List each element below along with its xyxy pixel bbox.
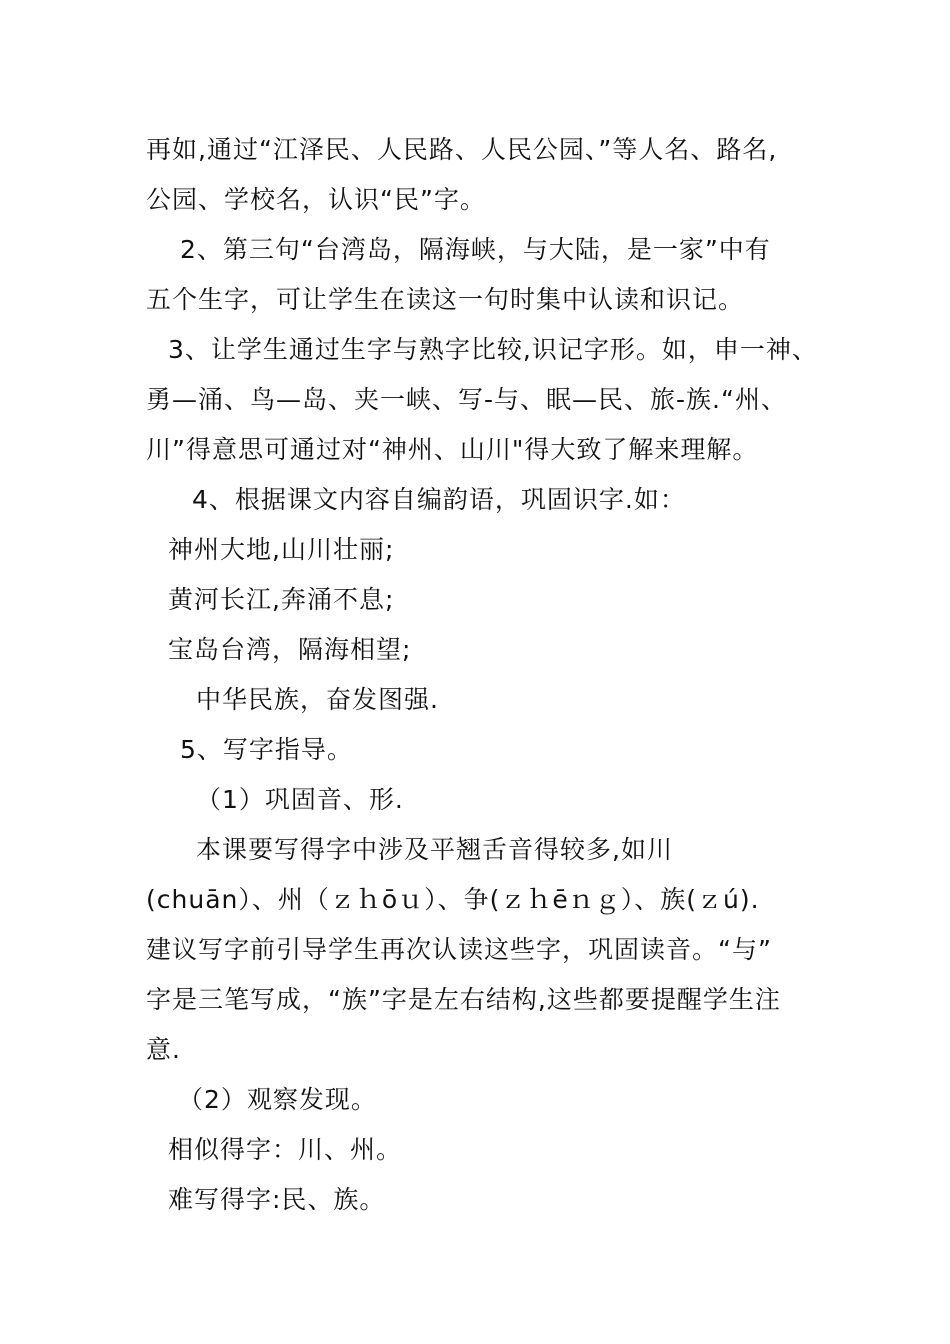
text-line: 公园、学校名，认识“民”字。: [146, 185, 486, 214]
text-line: 难写得字:民、族。: [168, 1185, 386, 1214]
text-line: 川”得意思可通过对“神州、山川"得大致了解来理解。: [146, 435, 759, 464]
text-line: 五个生字，可让学生在读这一句时集中认读和识记。: [146, 285, 745, 314]
text-line: 2、第三句“台湾岛，隔海峡，与大陆，是一家”中有: [180, 235, 771, 264]
text-line: (chuān）、州（ｚｈōｕ）、争(ｚｈēｎｇ）、族(ｚú).: [146, 885, 760, 914]
text-line: （1）巩固音、形.: [196, 785, 404, 814]
text-line: 黄河长江,奔涌不息;: [168, 585, 395, 614]
text-line: 5、写字指导。: [180, 735, 353, 764]
text-line: 神州大地,山川壮丽;: [168, 535, 395, 564]
text-line: 3、让学生通过生字与熟字比较,识记字形。如，申一神、: [168, 335, 818, 364]
text-line: 4、根据课文内容自编韵语，巩固识字.如：: [192, 485, 686, 514]
text-line: 建议写字前引导学生再次认读这些字，巩固读音。“与”: [146, 935, 772, 964]
text-line: 意.: [146, 1035, 181, 1064]
text-line: 勇—涌、鸟—岛、夹一峡、写-与、眠—民、旅-族.“州、: [146, 385, 787, 414]
text-line: （2）观察发现。: [178, 1085, 377, 1114]
text-line: 相似得字：川、州。: [168, 1135, 403, 1164]
text-line: 本课要写得字中涉及平翘舌音得较多,如川: [196, 835, 673, 864]
text-line: 再如,通过“江泽民、人民路、人民公园、”等人名、路名,: [146, 135, 778, 164]
text-line: 中华民族，奋发图强.: [196, 685, 439, 714]
text-line: 字是三笔写成，“族”字是左右结构,这些都要提醒学生注: [146, 985, 781, 1014]
text-line: 宝岛台湾，隔海相望;: [168, 635, 412, 664]
